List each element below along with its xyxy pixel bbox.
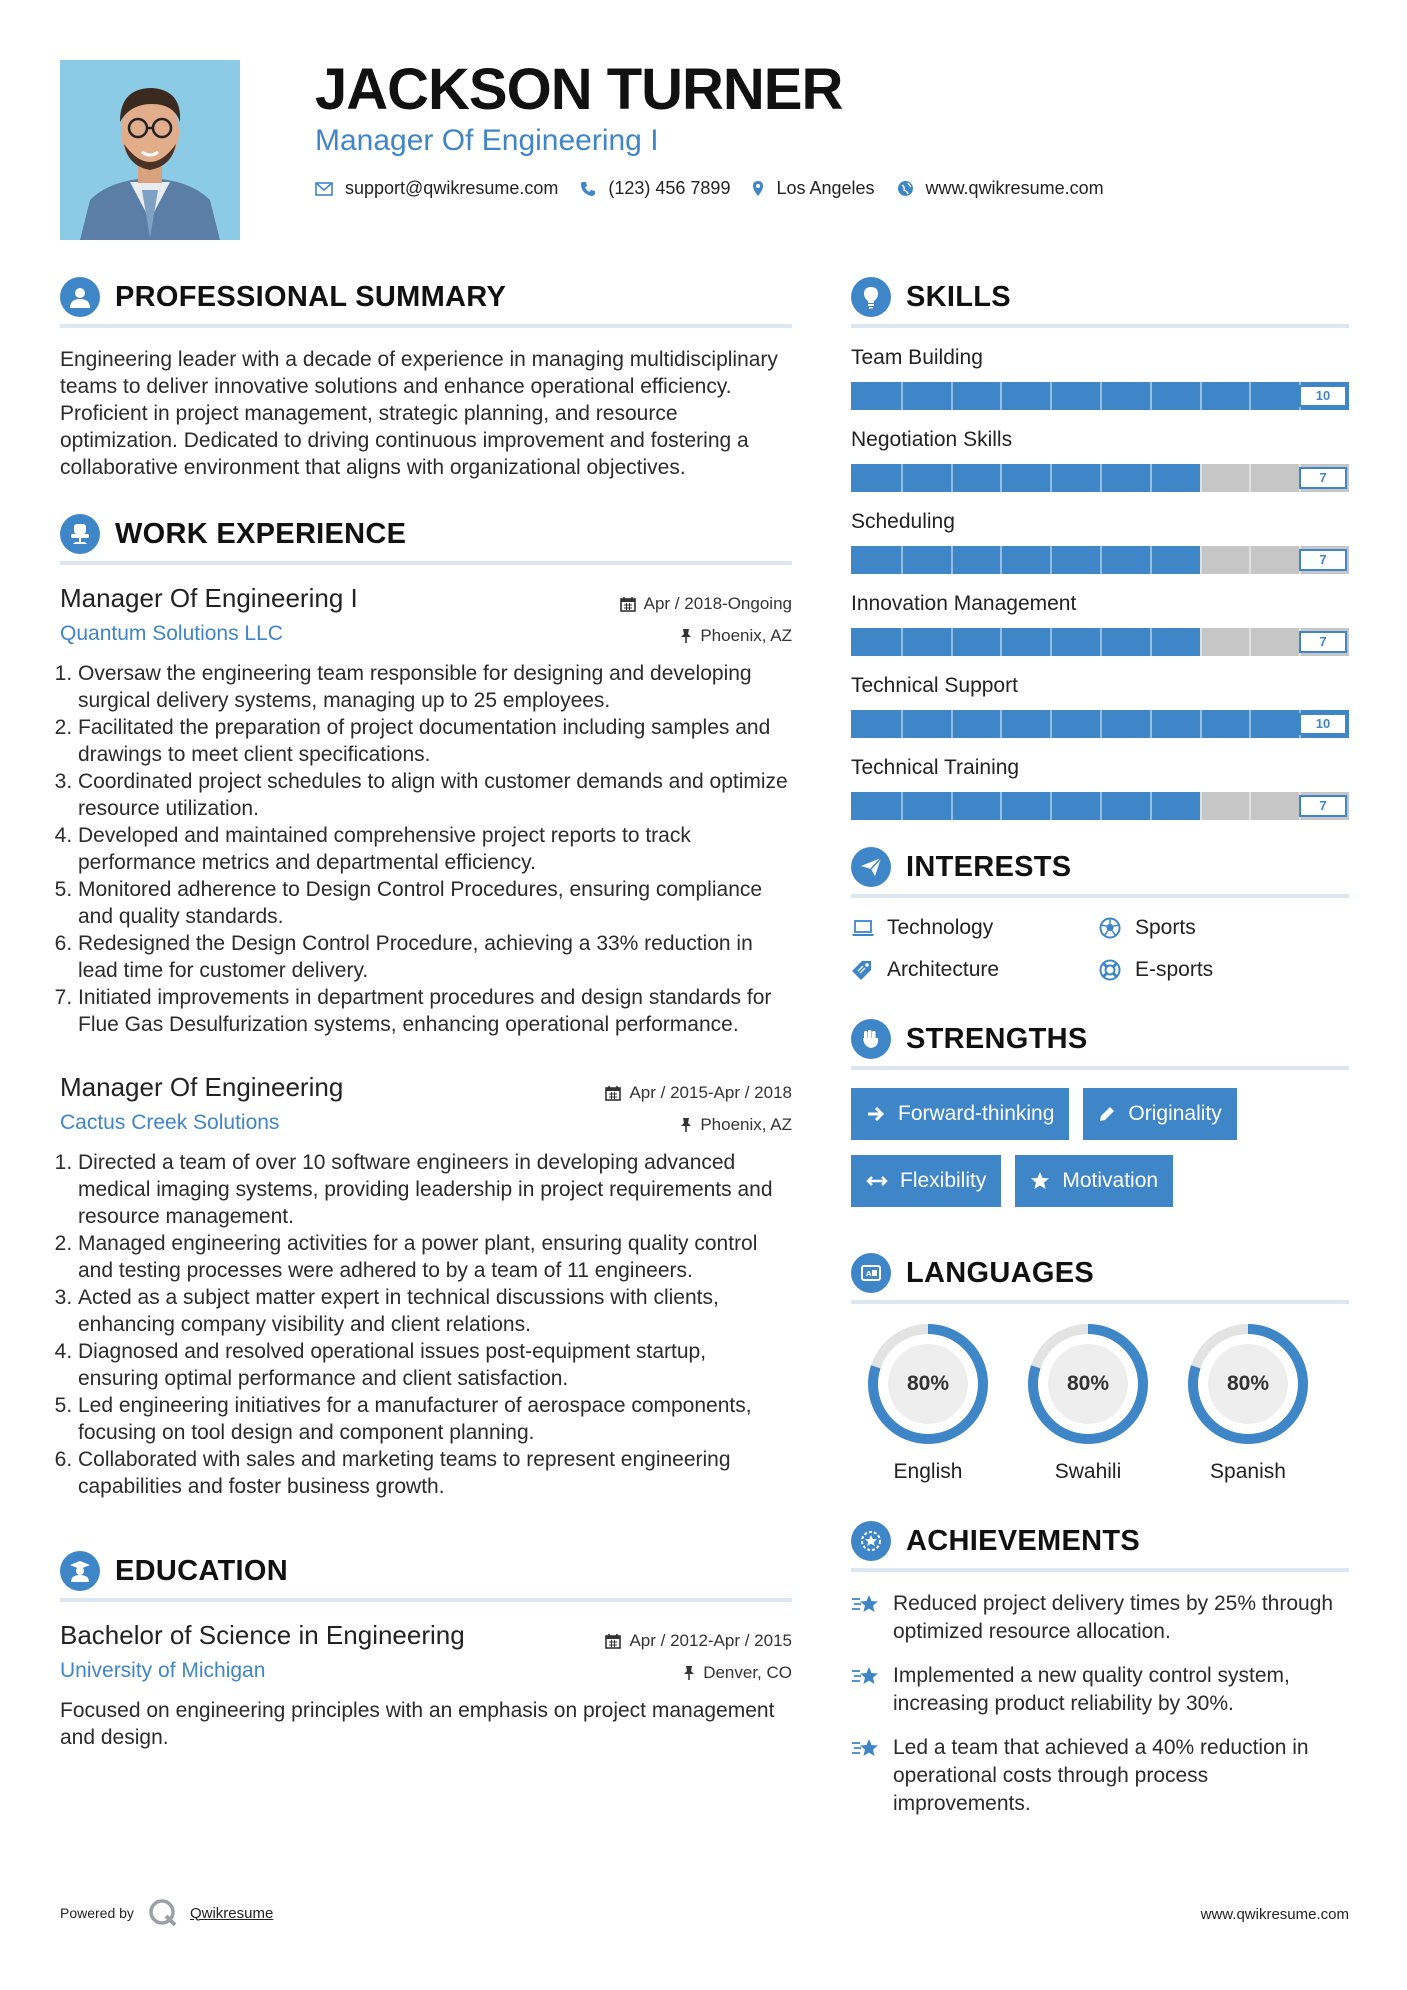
education-entry [60, 1620, 792, 1751]
skill-bar-divider [1050, 628, 1052, 656]
skill-bar-divider [951, 628, 953, 656]
interests-grid [851, 916, 1349, 982]
bullet-item: 6. Collaborated with sales and marketing teams to represent engineering capabilities and foster business growth. [78, 1446, 792, 1500]
skill-name: Scheduling [851, 510, 955, 533]
language-item [1165, 1322, 1331, 1484]
strength-tag: Flexibility [851, 1155, 1001, 1207]
achievement-item: Reduced project delivery times by 25% through optimized resource allocation. [851, 1590, 1349, 1646]
summary-text: Engineering leader with a decade of experience in managing multidisciplinary teams to deliver innovative solutions and enhance operational efficiency. Proficient in project management, strategic planning, and resource optimization. Dedicated to driving continuous improvement and fostering a collaborative environment that aligns with organizational objectives. [60, 348, 778, 479]
interests-heading: INTERESTS [906, 850, 1072, 883]
arrows-horizontal-icon [866, 1174, 888, 1188]
education-description: Focused on engineering principles with an emphasis on project management and design. [60, 1699, 775, 1749]
skill-name: Innovation Management [851, 592, 1077, 615]
skill-bar-divider [1200, 710, 1202, 738]
language-ring [1186, 1322, 1310, 1446]
skill-name: Negotiation Skills [851, 428, 1013, 451]
experience-section-header [60, 507, 792, 565]
skill-bar [851, 546, 1349, 574]
job-date: Apr / 2018-Ongoing [620, 594, 792, 614]
skill-bar-divider [1249, 792, 1251, 820]
globe-icon [897, 180, 914, 197]
language-name: Spanish [1210, 1460, 1286, 1483]
bullet-item: 6. Redesigned the Design Control Procedure, achieving a 33% reduction in lead time for customer delivery. [78, 930, 792, 984]
contact-website[interactable] [897, 178, 1104, 199]
language-name: Swahili [1054, 1460, 1122, 1483]
interest-item: Sports [1099, 916, 1347, 940]
language-item [1005, 1322, 1171, 1484]
skill-name: Team Building [851, 346, 983, 369]
skill-item [851, 756, 1349, 820]
skill-bar-divider [1000, 546, 1002, 574]
skill-bar-divider [1249, 382, 1251, 410]
skill-item [851, 428, 1349, 492]
skill-bar-divider [1150, 792, 1152, 820]
skill-bar-divider [1200, 464, 1202, 492]
skill-bar-divider [901, 382, 903, 410]
job-title: Manager Of Engineering [60, 1072, 344, 1102]
skill-bar-divider [1050, 464, 1052, 492]
left-column [60, 270, 792, 1779]
skill-bar-divider [1150, 382, 1152, 410]
skill-bar-divider [1000, 382, 1002, 410]
skill-bar-divider [1100, 546, 1102, 574]
skill-bar-divider [1249, 464, 1251, 492]
candidate-name: JACKSON TURNER [315, 57, 843, 122]
strength-tag: Originality [1083, 1088, 1236, 1140]
skill-bar-divider [901, 464, 903, 492]
skill-fill [851, 628, 1200, 656]
soccer-ball-icon [1099, 917, 1123, 939]
interest-item: E-sports [1099, 958, 1347, 982]
achievements-section-header [851, 1514, 1349, 1572]
skill-bar-divider [1200, 792, 1202, 820]
strengths-section-header [851, 1012, 1349, 1070]
contact-bar [315, 178, 1126, 199]
skill-bar [851, 382, 1349, 410]
job-entry [60, 583, 792, 1038]
strengths-tags [851, 1088, 1349, 1222]
skill-bar-divider [951, 382, 953, 410]
skill-bar-divider [901, 628, 903, 656]
company-name: Quantum Solutions LLC [60, 622, 283, 645]
skill-bar-divider [1050, 710, 1052, 738]
job-location: Phoenix, AZ [680, 626, 792, 646]
interest-item: Architecture [851, 958, 1099, 982]
skill-item [851, 510, 1349, 574]
trophy-star-icon [851, 1736, 883, 1762]
qwikresume-link[interactable]: Qwikresume [189, 1904, 274, 1922]
language-card-icon [851, 1253, 891, 1293]
achievement-item: Led a team that achieved a 40% reduction in operational costs through process improvements. [851, 1734, 1349, 1818]
languages-list [851, 1322, 1349, 1484]
skill-value: 7 [1299, 795, 1347, 817]
job-location: Phoenix, AZ [680, 1115, 792, 1135]
skill-bar-divider [1050, 546, 1052, 574]
footer-website-link[interactable]: www.qwikresume.com [1200, 1906, 1349, 1923]
calendar-icon [605, 1633, 621, 1649]
skill-bar [851, 792, 1349, 820]
skill-bar-divider [1150, 628, 1152, 656]
profile-photo [60, 60, 240, 240]
education-heading: EDUCATION [115, 1554, 288, 1587]
qwikresume-logo-icon [148, 1898, 178, 1928]
job-entry [60, 1072, 792, 1500]
bullet-item: 3. Acted as a subject matter expert in technical discussions with clients, enhancing company visibility and client relations. [78, 1284, 792, 1338]
skill-value: 7 [1299, 549, 1347, 571]
bullet-item: 1. Oversaw the engineering team responsible for designing and developing surgical delivery systems, managing up to 25 employees. [78, 660, 792, 714]
skill-bar-divider [1249, 546, 1251, 574]
trophy-star-icon [851, 1592, 883, 1618]
skill-bar [851, 628, 1349, 656]
bullet-item: 2. Managed engineering activities for a power plant, ensuring quality control and testing processes were adhered to by a team of 11 engineers. [78, 1230, 792, 1284]
school-name: University of Michigan [60, 1659, 266, 1682]
pushpin-icon [680, 628, 692, 644]
skill-bar-divider [1150, 464, 1152, 492]
powered-by-label: Powered by [60, 1905, 134, 1921]
skill-value: 10 [1299, 385, 1347, 407]
candidate-title: Manager Of Engineering I [315, 124, 659, 157]
contact-phone[interactable] [580, 178, 730, 199]
skill-bar-divider [951, 710, 953, 738]
skill-bar-divider [1000, 710, 1002, 738]
languages-heading: LANGUAGES [906, 1256, 1094, 1289]
pushpin-icon [683, 1665, 695, 1681]
bullet-item: 3. Coordinated project schedules to align with customer demands and optimize resource utilization. [78, 768, 792, 822]
skill-value: 10 [1299, 713, 1347, 735]
skill-bar-divider [1200, 382, 1202, 410]
job-title: Manager Of Engineering I [60, 583, 358, 613]
achievements-list [851, 1590, 1349, 1818]
skill-name: Technical Support [851, 674, 1018, 697]
footer-powered-by [60, 1898, 273, 1928]
job-date: Apr / 2015-Apr / 2018 [605, 1083, 792, 1103]
skills-section-header [851, 270, 1349, 328]
skill-bar-divider [901, 546, 903, 574]
skill-bar-divider [1000, 792, 1002, 820]
location-text: Los Angeles [776, 178, 875, 198]
skill-bar-divider [951, 464, 953, 492]
skill-bar-divider [901, 792, 903, 820]
skill-bar-divider [1100, 792, 1102, 820]
tag-icon [851, 959, 875, 981]
skill-bar-divider [1100, 382, 1102, 410]
strength-tag: Motivation [1015, 1155, 1173, 1207]
achievement-item: Implemented a new quality control system, increasing product reliability by 30%. [851, 1662, 1349, 1718]
bullet-item: 1. Directed a team of over 10 software engineers in developing advanced medical imaging systems, providing leadership in project requirements and resource management. [78, 1149, 792, 1230]
skill-bar-divider [1050, 382, 1052, 410]
skill-bar-divider [1200, 628, 1202, 656]
skill-bar-divider [951, 546, 953, 574]
skill-bar-divider [1100, 464, 1102, 492]
trophy-star-icon [851, 1664, 883, 1690]
graduate-icon [60, 1551, 100, 1591]
skill-bar-divider [1150, 546, 1152, 574]
skill-bar-divider [1000, 464, 1002, 492]
skill-value: 7 [1299, 631, 1347, 653]
summary-heading: PROFESSIONAL SUMMARY [115, 280, 507, 313]
right-column [851, 270, 1349, 1834]
language-ring [866, 1322, 990, 1446]
contact-location [752, 178, 874, 199]
skill-fill [851, 464, 1200, 492]
skill-bar-divider [951, 792, 953, 820]
contact-email[interactable] [315, 178, 558, 199]
job-bullets [60, 1149, 792, 1500]
language-name: English [893, 1460, 963, 1483]
skill-bar-divider [1249, 628, 1251, 656]
user-icon [60, 277, 100, 317]
arrow-right-icon [866, 1105, 886, 1123]
skill-bar-divider [1200, 546, 1202, 574]
experience-heading: WORK EXPERIENCE [115, 517, 407, 550]
interest-item: Technology [851, 916, 1099, 940]
skill-bar-divider [1050, 792, 1052, 820]
summary-section-header [60, 270, 792, 328]
strengths-heading: STRENGTHS [906, 1022, 1088, 1055]
bullet-item: 2. Facilitated the preparation of project documentation including samples and drawings to meet client specifications. [78, 714, 792, 768]
bullet-item: 5. Monitored adherence to Design Control Procedures, ensuring compliance and quality standards. [78, 876, 792, 930]
skill-bar-divider [901, 710, 903, 738]
bullet-item: 4. Developed and maintained comprehensive project reports to track performance metrics and departmental efficiency. [78, 822, 792, 876]
lightbulb-icon [851, 277, 891, 317]
fist-icon [851, 1019, 891, 1059]
office-chair-icon [60, 514, 100, 554]
skill-bar-divider [1249, 710, 1251, 738]
skill-bar [851, 710, 1349, 738]
pencil-icon [1098, 1105, 1116, 1123]
website-text: www.qwikresume.com [925, 178, 1104, 198]
map-pin-icon [752, 180, 764, 197]
life-ring-icon [1099, 959, 1123, 981]
interests-section-header [851, 840, 1349, 898]
skill-fill [851, 792, 1200, 820]
language-item [845, 1322, 1011, 1484]
star-icon [1030, 1171, 1050, 1191]
phone-text: (123) 456 7899 [608, 178, 731, 198]
paper-plane-icon [851, 847, 891, 887]
phone-icon [580, 181, 596, 197]
envelope-icon [315, 182, 333, 196]
calendar-icon [605, 1085, 621, 1101]
skill-bar-divider [1100, 628, 1102, 656]
skill-bar-divider [1150, 710, 1152, 738]
skill-fill [851, 546, 1200, 574]
laptop-icon [851, 919, 875, 937]
bullet-item: 7. Initiated improvements in department procedures and design standards for Flue Gas Desulfurization systems, enhancing operational performance. [78, 984, 792, 1038]
language-percent: 80% [1066, 1372, 1110, 1395]
education-section-header [60, 1544, 792, 1602]
education-location: Denver, CO [683, 1663, 792, 1683]
bullet-item: 4. Diagnosed and resolved operational issues post-equipment startup, ensuring optimal performance and client satisfaction. [78, 1338, 792, 1392]
skill-bar-divider [1100, 710, 1102, 738]
badge-star-icon [851, 1521, 891, 1561]
company-name: Cactus Creek Solutions [60, 1111, 280, 1134]
education-date: Apr / 2012-Apr / 2015 [605, 1631, 792, 1651]
svg-text:A: A [866, 1270, 872, 1278]
skill-bar-divider [1000, 628, 1002, 656]
language-percent: 80% [1226, 1372, 1270, 1395]
skills-heading: SKILLS [906, 280, 1011, 313]
email-text: support@qwikresume.com [345, 178, 559, 198]
achievements-heading: ACHIEVEMENTS [906, 1524, 1141, 1557]
skill-name: Technical Training [851, 756, 1020, 779]
skill-value: 7 [1299, 467, 1347, 489]
skill-item [851, 674, 1349, 738]
language-percent: 80% [906, 1372, 950, 1395]
language-ring [1026, 1322, 1150, 1446]
languages-section-header [851, 1246, 1349, 1304]
strength-tag: Forward-thinking [851, 1088, 1069, 1140]
pushpin-icon [680, 1117, 692, 1133]
skills-list [851, 346, 1349, 820]
job-bullets [60, 660, 792, 1038]
skill-bar [851, 464, 1349, 492]
bullet-item: 5. Led engineering initiatives for a manufacturer of aerospace components, focusing on tool design and component planning. [78, 1392, 792, 1446]
skill-item [851, 346, 1349, 410]
skill-item [851, 592, 1349, 656]
degree-title: Bachelor of Science in Engineering [60, 1620, 465, 1650]
calendar-icon [620, 596, 636, 612]
